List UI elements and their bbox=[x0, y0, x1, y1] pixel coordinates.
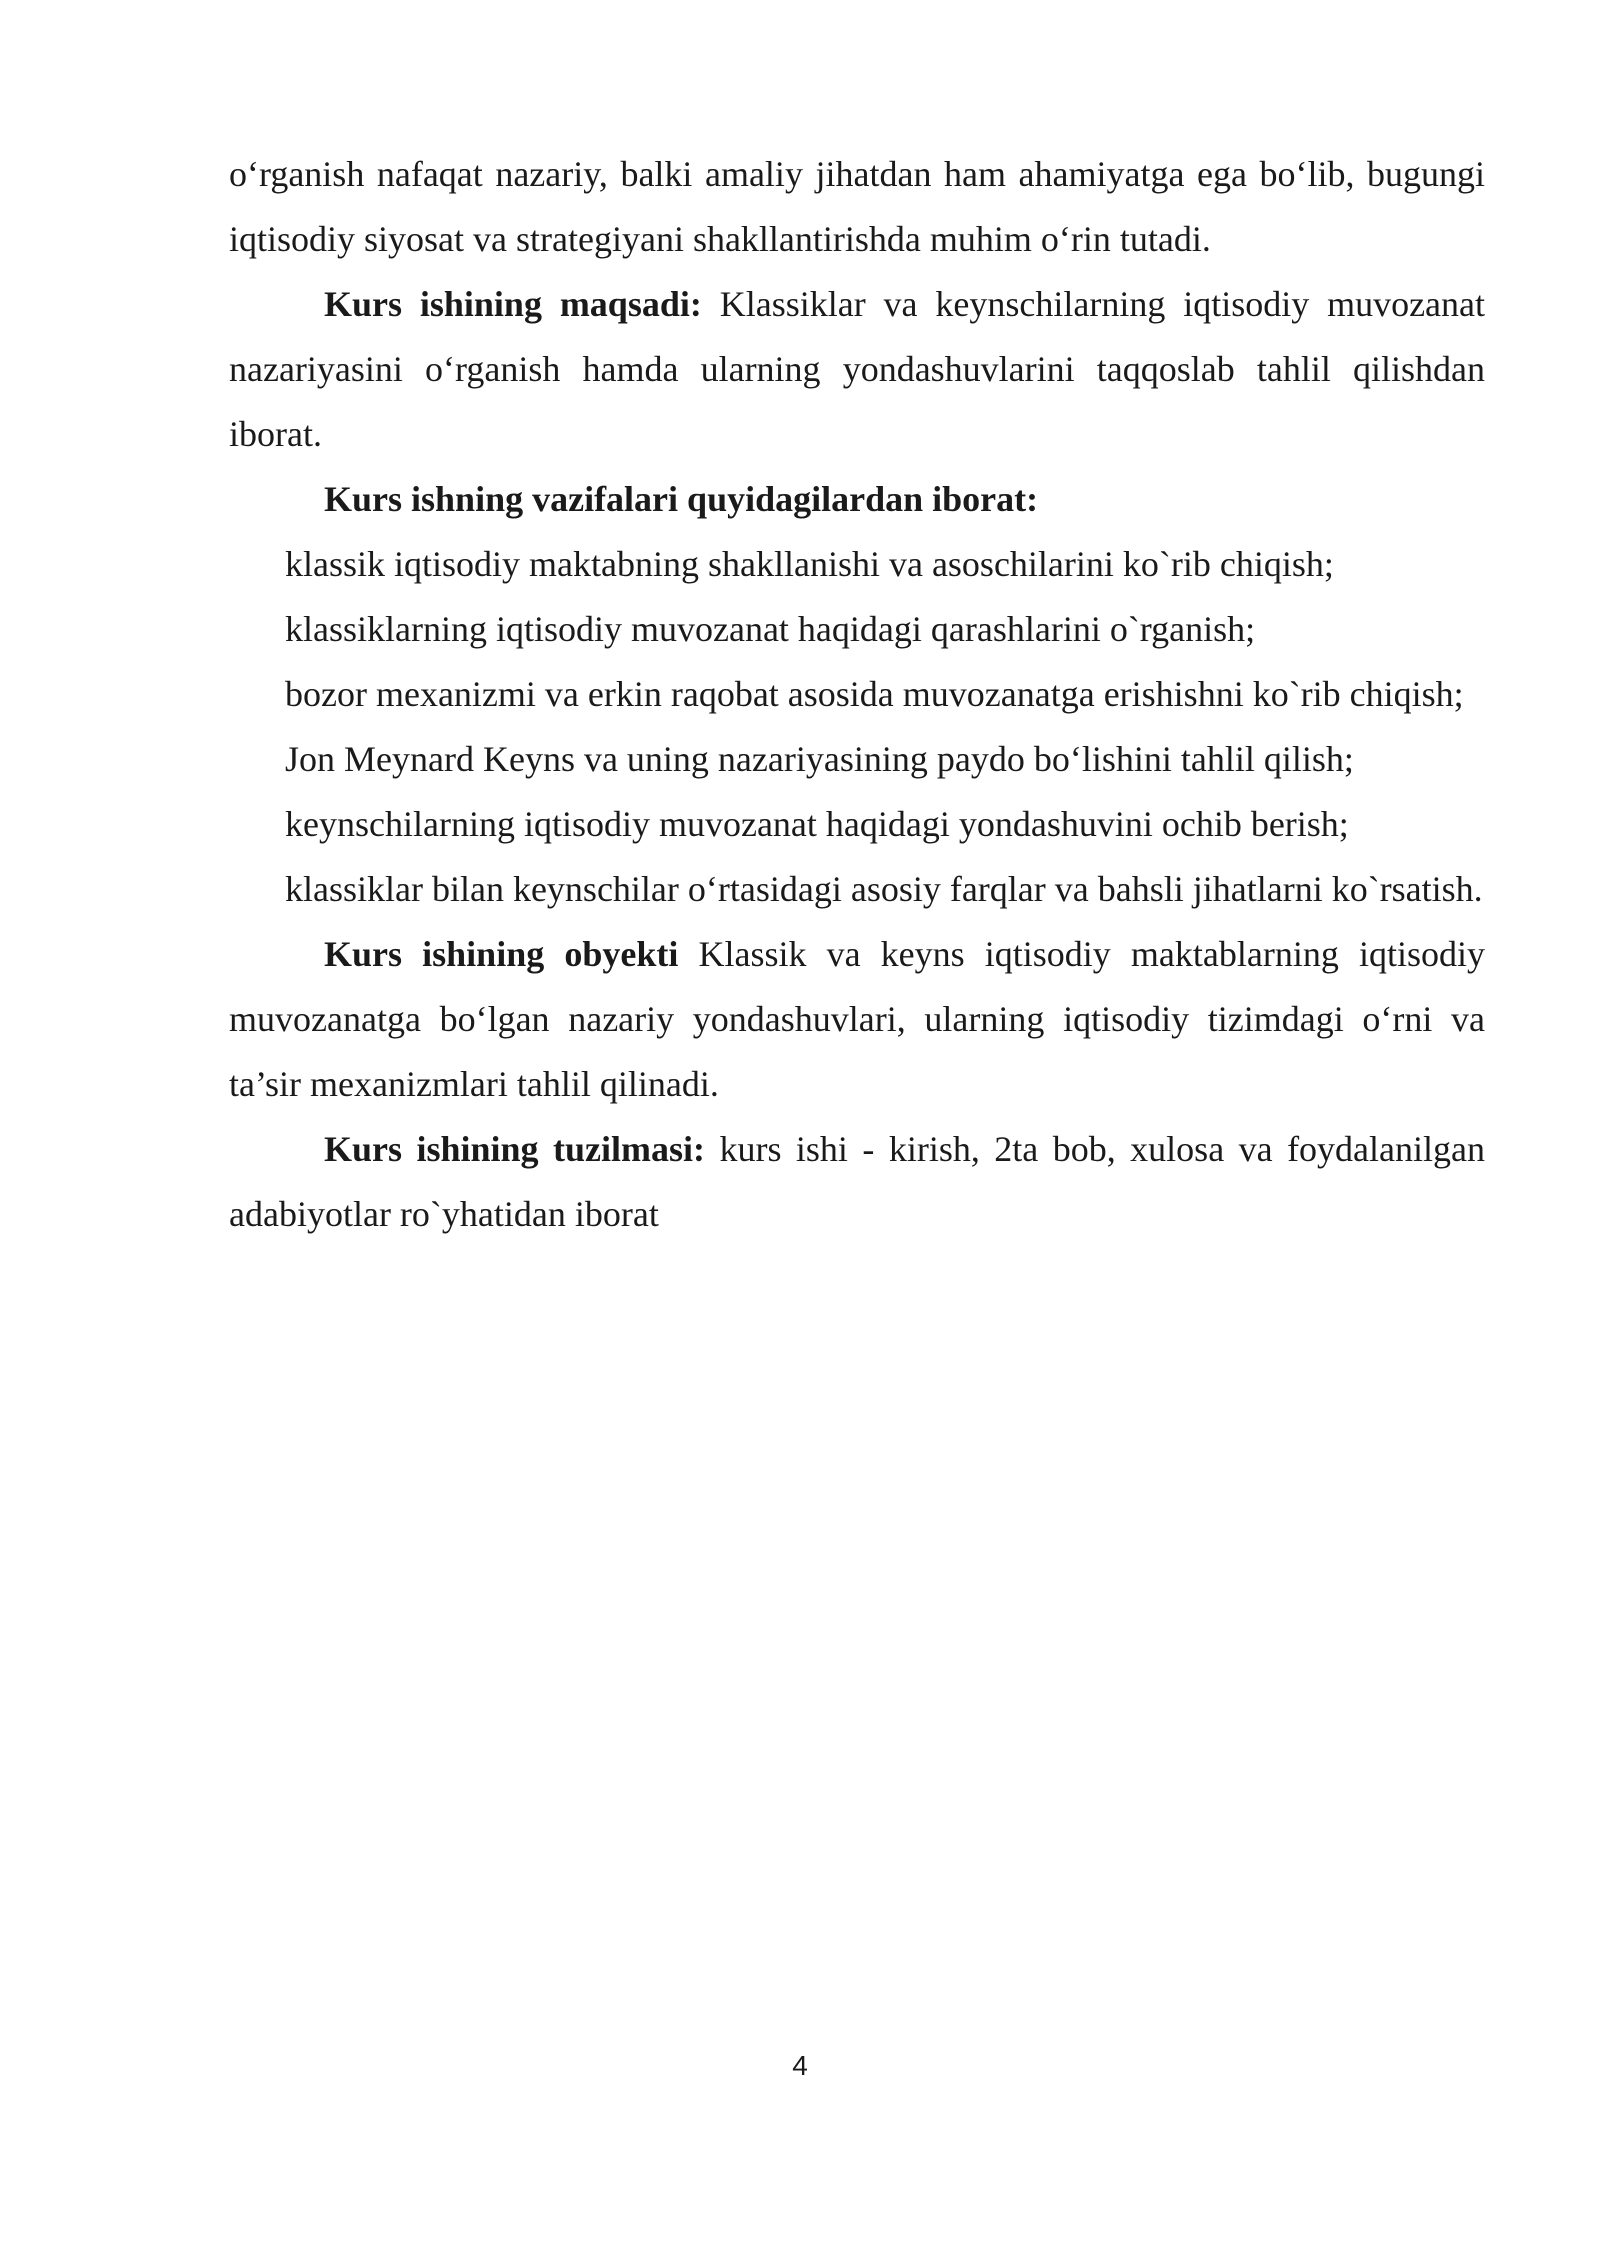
intro-continuation-paragraph: o‘rganish nafaqat nazariy, balki amaliy jihatdan ham ahamiyatga ega bo‘lib, bugungi iqtisodiy siyosat va strategiyani shakllantirishda muhim o‘rin tutadi. bbox=[229, 154, 1485, 259]
tasks-list bbox=[229, 532, 1485, 922]
task-item: bozor mexanizmi va erkin raqobat asosida muvozanatga erishishni ko`rib chiqish; bbox=[285, 674, 1464, 714]
task-item: klassik iqtisodiy maktabning shakllanishi va asoschilarini ko`rib chiqish; bbox=[285, 544, 1334, 584]
object-text: Klassik va keyns iqtisodiy maktablarning iqtisodiy muvozanatga bo‘lgan nazariy yondashuvlari, ularning iqtisodiy tizimdagi o‘rni va ta’sir mexanizmlari tahlil qilinadi. bbox=[229, 934, 1485, 1104]
task-item: Jon Meynard Keyns va uning nazariyasining paydo bo‘lishini tahlil qilish; bbox=[285, 739, 1354, 779]
task-item: klassiklarning iqtisodiy muvozanat haqidagi qarashlarini o`rganish; bbox=[285, 609, 1256, 649]
object-label: Kurs ishining obyekti bbox=[324, 934, 679, 974]
tasks-heading bbox=[229, 467, 1485, 532]
object-paragraph bbox=[229, 922, 1485, 1117]
goal-label: Kurs ishining maqsadi: bbox=[324, 284, 702, 324]
structure-label: Kurs ishining tuzilmasi: bbox=[324, 1129, 705, 1169]
task-item: keynschilarning iqtisodiy muvozanat haqidagi yondashuvini ochib berish; bbox=[285, 804, 1349, 844]
structure-text: kurs ishi - kirish, 2ta bob, xulosa va foydalanilgan adabiyotlar ro`yhatidan iborat bbox=[229, 1129, 1485, 1234]
goal-paragraph bbox=[229, 272, 1485, 467]
page-number: 4 bbox=[792, 2050, 808, 2081]
structure-paragraph bbox=[229, 1117, 1485, 1247]
tasks-label: Kurs ishning vazifalari quyidagilardan iborat: bbox=[324, 479, 1039, 519]
page-body bbox=[229, 142, 1485, 1247]
goal-text: Klassiklar va keynschilarning iqtisodiy muvozanat nazariyasini o‘rganish hamda ularning yondashuvlarini taqqoslab tahlil qilishdan iborat. bbox=[229, 284, 1486, 454]
task-item: klassiklar bilan keynschilar o‘rtasidagi asosiy farqlar va bahsli jihatlarni ko`rsatish. bbox=[285, 869, 1483, 909]
